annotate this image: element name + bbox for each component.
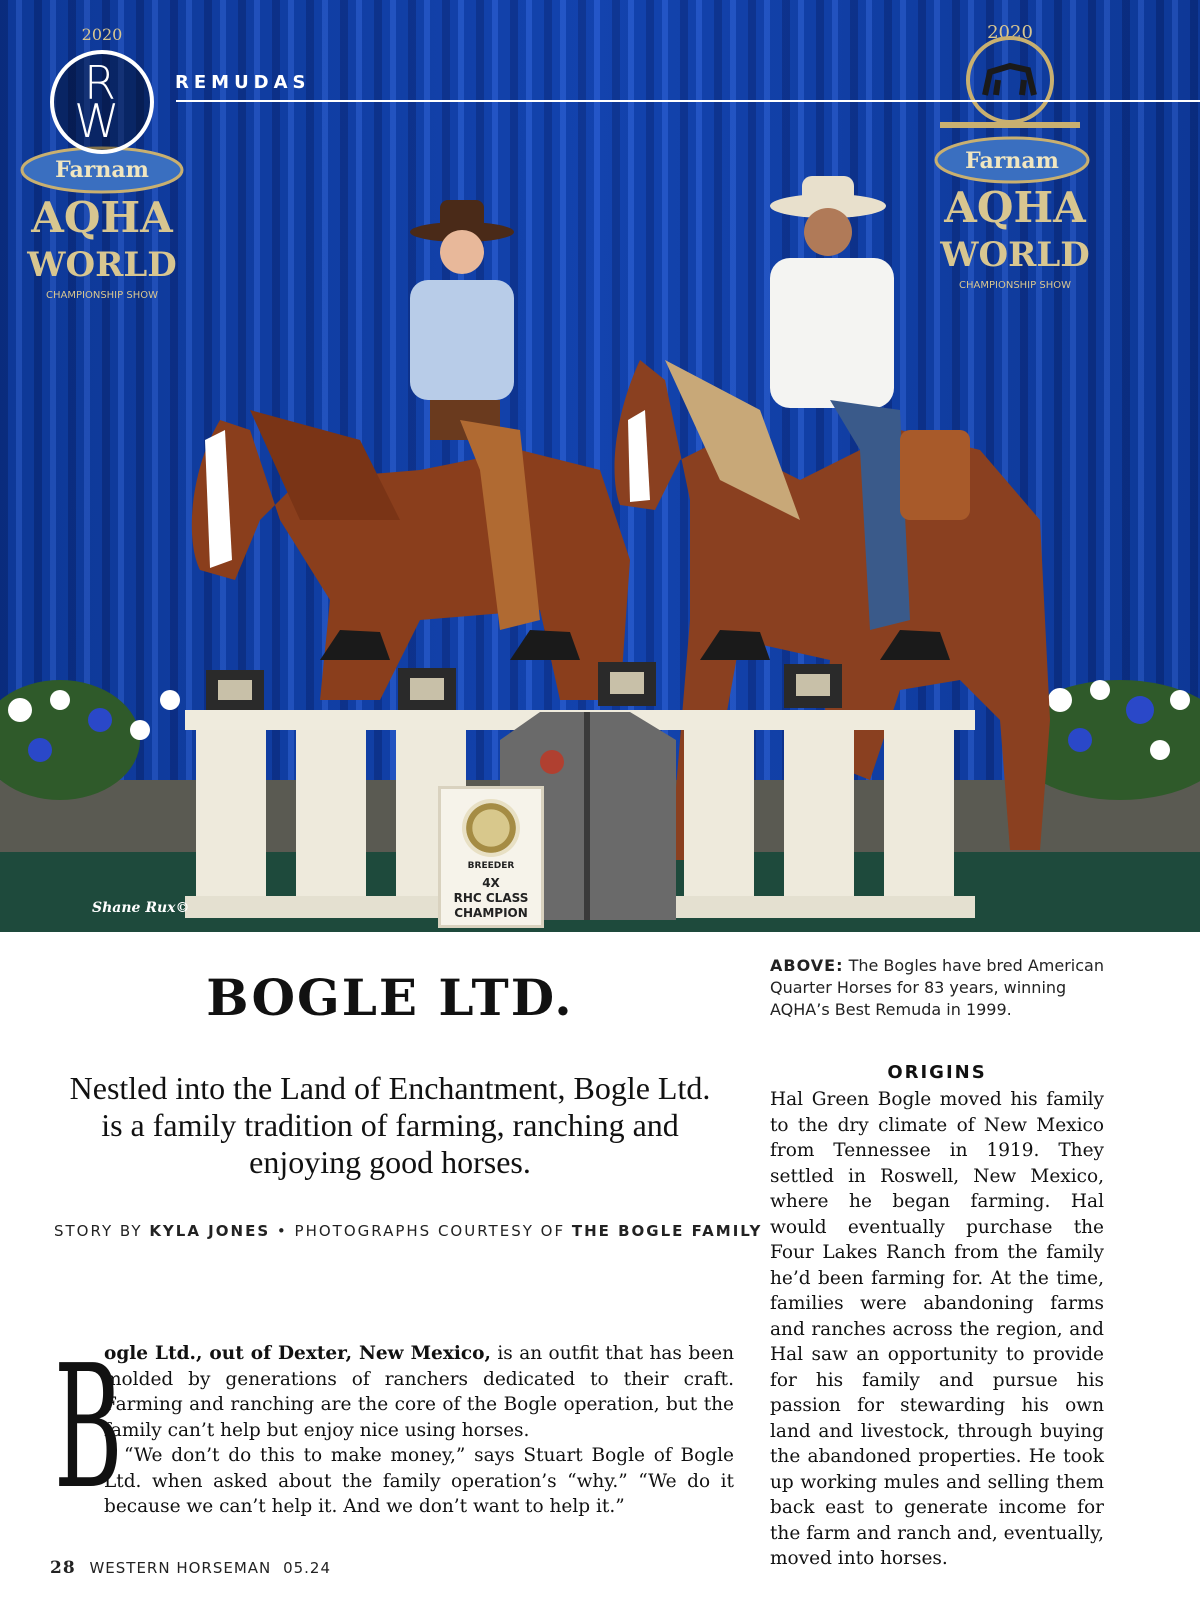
photo-caption bbox=[770, 955, 1110, 1021]
svg-text:WORLD: WORLD bbox=[27, 245, 177, 285]
page-number: 28 bbox=[50, 1558, 76, 1578]
article-body bbox=[54, 1329, 734, 1527]
origins-column bbox=[770, 1062, 1104, 1572]
section-label: REMUDAS bbox=[175, 72, 311, 93]
byline-story-prefix: STORY BY bbox=[54, 1222, 143, 1240]
issue-date: 05.24 bbox=[283, 1559, 332, 1577]
sign-line-3: CHAMPION bbox=[454, 906, 528, 920]
article-deck: Nestled into the Land of Enchantment, Bogle Ltd. is a family tradition of farming, ranching and enjoying good horses. bbox=[69, 1070, 711, 1180]
byline-author: KYLA JONES bbox=[149, 1222, 271, 1240]
lead-in: ogle Ltd., out of Dexter, New Mexico, bbox=[104, 1343, 491, 1364]
drop-cap: B bbox=[54, 1329, 123, 1527]
byline bbox=[54, 1222, 762, 1240]
svg-text:CHAMPIONSHIP SHOW: CHAMPIONSHIP SHOW bbox=[959, 280, 1071, 291]
sign-line-1: 4X bbox=[482, 876, 500, 890]
svg-text:2020: 2020 bbox=[81, 25, 123, 44]
byline-photo-prefix: PHOTOGRAPHS COURTESY OF bbox=[294, 1222, 566, 1240]
byline-separator: • bbox=[276, 1222, 288, 1240]
photo-credit: Shane Rux© bbox=[92, 900, 190, 916]
svg-text:AQHA: AQHA bbox=[31, 193, 173, 242]
byline-photographer: THE BOGLE FAMILY bbox=[571, 1222, 763, 1240]
rw-logo bbox=[50, 50, 154, 154]
origins-text: Hal Green Bogle moved his family to the dry climate of New Mexico from Tennessee in 1919. They settled in Roswell, New Mexico, where he began farming. Hal would eventually purchase the Four Lakes Ranch from the family he’d been farming for. At the time, families were abandoning farms and ranches across the region, and Hal saw an opportunity to provide for his family and pursue his passion for stewarding his own land and livestock, through buying the abandoned properties. He took up working mules and selling them back east to generate income for the farm and ranch and, eventually, moved into horses. bbox=[770, 1089, 1104, 1569]
svg-text:2020: 2020 bbox=[987, 22, 1033, 43]
paragraph-1-rest: is an outfit that has been molded by generations of ranchers dedicated to their craft. Farming and ranching are the core of the Bogle operation, but the family can’t help but enjoy nice using horses. bbox=[104, 1343, 734, 1441]
svg-text:Farnam: Farnam bbox=[965, 148, 1059, 174]
logo-letter-w: W bbox=[74, 94, 120, 148]
breeder-emblem-icon bbox=[462, 799, 520, 857]
section-rule bbox=[176, 100, 1200, 102]
caption-label: ABOVE: bbox=[770, 956, 844, 975]
page-footer bbox=[50, 1558, 331, 1578]
body-paragraph-2: “We don’t do this to make money,” says Stuart Bogle of Bogle Ltd. when asked about the family operation’s “why.” “We do it because we can’t help it. And we don’t want to help it.” bbox=[104, 1445, 734, 1517]
body-paragraph-1 bbox=[104, 1341, 734, 1443]
sign-brand: BREEDER bbox=[467, 861, 515, 871]
caption-text: The Bogles have bred American Quarter Horses for 83 years, winning AQHA’s Best Remuda in 1999. bbox=[770, 956, 1104, 1019]
logo-letter-r: R bbox=[84, 56, 116, 110]
rhc-champion-sign bbox=[438, 786, 544, 928]
svg-text:Farnam: Farnam bbox=[55, 157, 149, 183]
svg-text:AQHA: AQHA bbox=[944, 183, 1086, 232]
sign-line-2: RHC CLASS bbox=[453, 891, 529, 905]
article-headline: BOGLE LTD. bbox=[206, 968, 574, 1027]
svg-text:WORLD: WORLD bbox=[940, 235, 1090, 275]
origins-subhead: ORIGINS bbox=[887, 1062, 987, 1083]
magazine-name: WESTERN HORSEMAN bbox=[89, 1559, 272, 1577]
svg-text:CHAMPIONSHIP SHOW: CHAMPIONSHIP SHOW bbox=[46, 290, 158, 301]
